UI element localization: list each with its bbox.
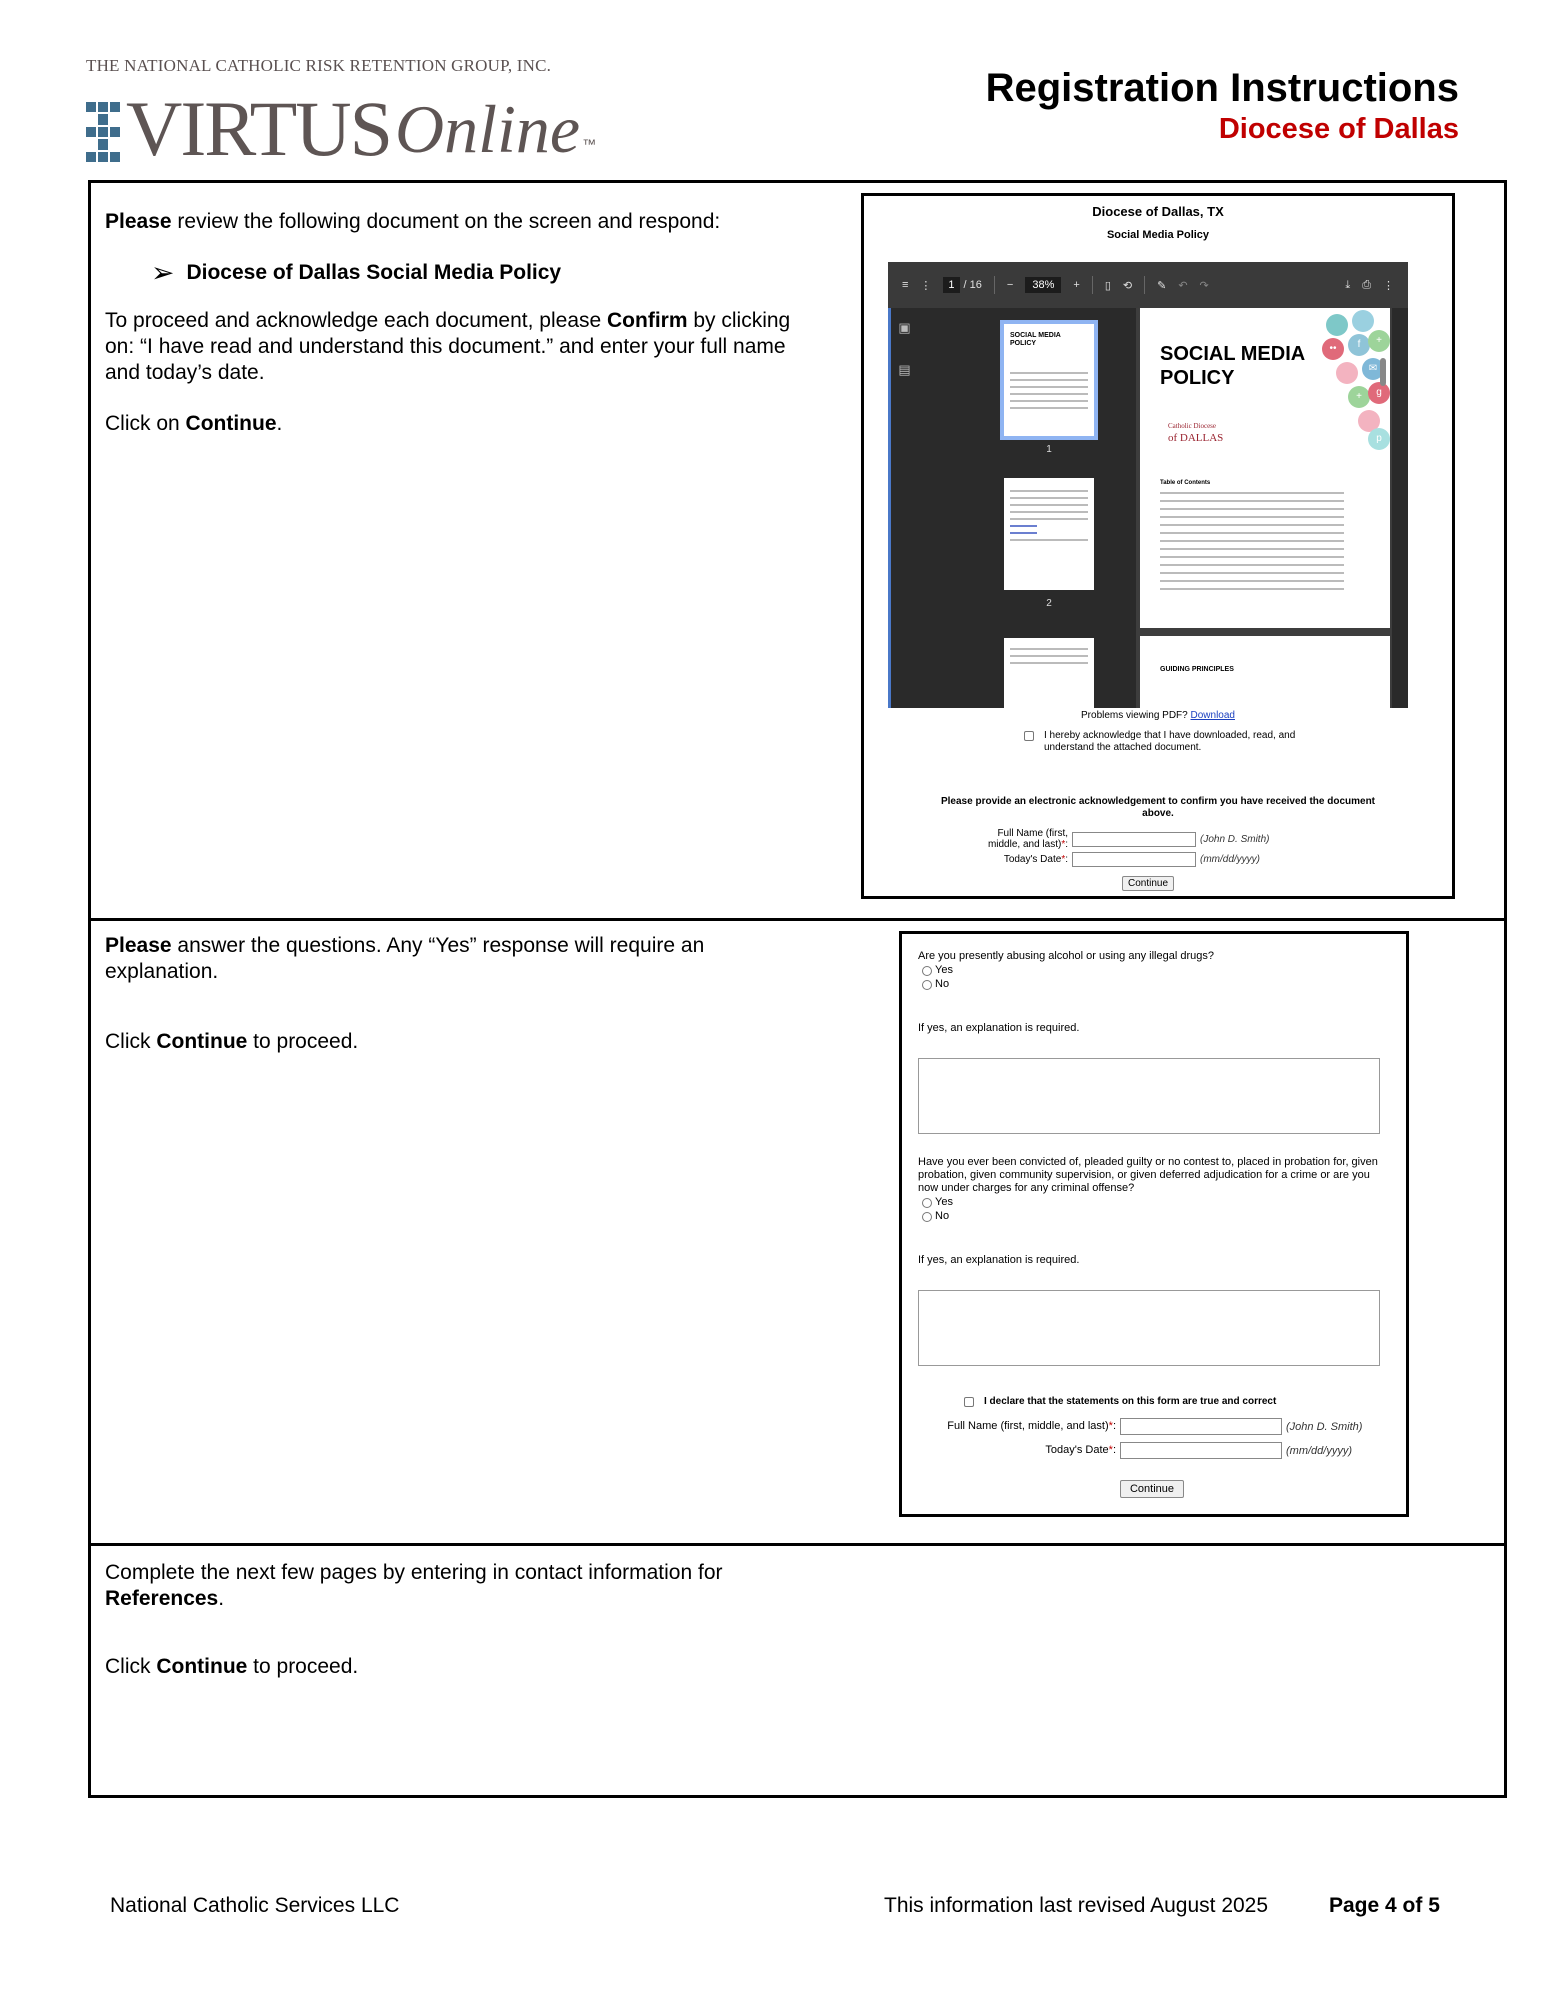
full-name-row: [974, 828, 1269, 850]
shot-subtitle: Social Media Policy: [1106, 229, 1210, 241]
to-proceed: to proceed.: [247, 1030, 359, 1053]
q2-yes-radio[interactable]: [922, 1198, 932, 1208]
full-name-label: [974, 828, 1068, 850]
doc-title-line1: SOCIAL MEDIA: [1160, 343, 1306, 365]
acknowledge-checkbox[interactable]: [1024, 731, 1034, 741]
click-continue-text: [105, 1029, 795, 1055]
date-hint: (mm/dd/yyyy): [1200, 854, 1260, 865]
diocese-logo: [1168, 420, 1223, 444]
logo-tagline: THE NATIONAL CATHOLIC RISK RETENTION GROUP, INC.: [86, 56, 552, 75]
references-bold: References: [105, 1587, 219, 1610]
logo-trademark: ™: [582, 136, 597, 152]
toc-heading: Table of Contents: [1160, 480, 1211, 486]
print-icon[interactable]: ⎙: [1362, 278, 1371, 291]
thumbnail-number: 2: [1046, 598, 1052, 609]
date-row: [922, 1442, 1352, 1459]
zoom-level[interactable]: 38%: [1025, 277, 1061, 293]
menu-icon[interactable]: ≡: [902, 279, 909, 291]
yes-label: Yes: [935, 964, 953, 976]
toolbar-divider: [1144, 276, 1145, 294]
required-mark: *: [1061, 854, 1066, 865]
q2-explanation-textarea[interactable]: [918, 1290, 1380, 1366]
page-number-input[interactable]: 1: [943, 277, 959, 293]
q2-yes-option[interactable]: [922, 1196, 1388, 1209]
complete-text: [105, 1560, 795, 1612]
q1-yes-radio[interactable]: [922, 966, 932, 976]
full-name-hint: (John D. Smith): [1286, 1420, 1363, 1433]
required-mark: *: [1108, 1420, 1113, 1432]
declare-checkbox[interactable]: [964, 1397, 974, 1407]
logo-online: Online: [395, 91, 581, 167]
no-label: No: [935, 978, 950, 990]
review-rest: review the following document on the screen and respond:: [171, 210, 721, 233]
confirm-bold: Confirm: [607, 309, 688, 332]
fit-page-icon[interactable]: ▯: [1104, 279, 1111, 292]
more-options-icon[interactable]: ⋮: [1383, 279, 1394, 292]
instructions-table: [88, 180, 1507, 1798]
row-questions: [91, 921, 1504, 1543]
virtus-logo: [86, 56, 646, 172]
policy-name: Diocese of Dallas Social Media Policy: [186, 261, 562, 284]
period: .: [218, 1587, 225, 1610]
provide-acknowledgement: Please provide an electronic acknowledgement to confirm you have received the document above.: [940, 796, 1376, 819]
full-name-input[interactable]: [1120, 1418, 1282, 1435]
date-label: [922, 1445, 1116, 1456]
row-references: [91, 1546, 1504, 1798]
click-continue-text: [105, 411, 795, 437]
undo-icon[interactable]: ↶: [1178, 279, 1188, 292]
no-label: No: [935, 1210, 950, 1222]
acknowledge-label: I hereby acknowledge that I have downloaded, read, and understand the attached document.: [1044, 730, 1296, 753]
question-1: [918, 950, 1388, 991]
please-bold: Please: [105, 210, 172, 233]
date-input[interactable]: [1072, 852, 1196, 867]
row-policy: [91, 183, 1504, 918]
page-subtitle: Diocese of Dallas: [1218, 113, 1459, 145]
period: .: [276, 412, 283, 435]
colon: :: [1065, 854, 1068, 865]
toolbar-divider: [1092, 276, 1093, 294]
declare-label: I declare that the statements on this form are true and correct: [984, 1396, 1277, 1407]
download-icon[interactable]: ⤓: [1345, 278, 1351, 291]
thumbnail-page-2[interactable]: [1004, 478, 1094, 590]
thumbnail-panel[interactable]: [918, 308, 1123, 708]
rotate-icon[interactable]: ⟲: [1122, 279, 1133, 292]
date-row: [974, 852, 1260, 867]
questions-instructions: [105, 933, 795, 1080]
explanation-note: If yes, an explanation is required.: [918, 1254, 1080, 1266]
zoom-out-icon[interactable]: −: [1006, 279, 1014, 291]
problems-viewing: [864, 710, 1452, 721]
date-hint: (mm/dd/yyyy): [1286, 1444, 1352, 1457]
document-page-2: [1140, 636, 1390, 716]
page-total: / 16: [963, 279, 982, 291]
continue-button[interactable]: Continue: [1120, 1480, 1184, 1498]
q1-no-option[interactable]: [922, 978, 1388, 991]
toolbar-divider: [994, 276, 995, 294]
download-link[interactable]: Download: [1190, 710, 1235, 721]
full-name-label-text: Full Name (first, middle, and last): [987, 828, 1068, 850]
redo-icon[interactable]: ↷: [1199, 279, 1209, 292]
full-name-hint: (John D. Smith): [1200, 833, 1270, 845]
document-scrollbar[interactable]: [1380, 358, 1386, 386]
please-bold: Please: [105, 934, 172, 957]
click-continue-text: [105, 1654, 795, 1680]
page-header: [986, 66, 1459, 146]
date-label: [974, 854, 1068, 865]
question-1-text: Are you presently abusing alcohol or using any illegal drugs?: [918, 950, 1214, 962]
click: Click: [105, 1655, 157, 1678]
arrow-bullet-icon: ➢: [151, 257, 175, 288]
declare-row[interactable]: [964, 1396, 1276, 1407]
full-name-row: [922, 1418, 1362, 1435]
continue-button[interactable]: Continue: [1122, 876, 1174, 891]
required-mark: *: [1061, 839, 1066, 850]
explanation-note: If yes, an explanation is required.: [918, 1022, 1080, 1034]
policy-bullet: [151, 257, 795, 288]
doc-title-line2: POLICY: [1160, 367, 1235, 389]
review-text: [105, 209, 795, 235]
full-name-label-text: Full Name (first, middle, and last): [947, 1420, 1109, 1432]
q1-explanation-textarea[interactable]: [918, 1058, 1380, 1134]
document-page-1: [1140, 308, 1390, 628]
proceed-text: [105, 308, 795, 386]
date-label-text: Today's Date: [1003, 854, 1062, 865]
page-title: Registration Instructions: [985, 66, 1459, 110]
date-label-text: Today's Date: [1045, 1444, 1109, 1456]
q2-no-radio[interactable]: [922, 1212, 932, 1222]
logo-line2: of DALLAS: [1168, 432, 1224, 444]
document-title: [1160, 342, 1305, 390]
references-instructions: [105, 1560, 795, 1705]
thumbnail-icon[interactable]: ▣: [898, 320, 911, 335]
logo-cross-icon: [86, 102, 120, 162]
to-proceed: to proceed.: [247, 1655, 359, 1678]
footer-page-number: Page 4 of 5: [1329, 1894, 1440, 1917]
thumbnail-number: 1: [1046, 444, 1052, 455]
document-view[interactable]: [1136, 308, 1392, 708]
yes-label: Yes: [935, 1196, 953, 1208]
acknowledge-row[interactable]: [1024, 730, 1324, 754]
complete-rest: Complete the next few pages by entering in contact information for: [105, 1561, 723, 1584]
date-input[interactable]: [1120, 1442, 1282, 1459]
question-2-text: Have you ever been convicted of, pleaded guilty or no contest to, placed in probation for, given probation, given community supervision, or given deferred adjudication for a crime or are you now under charges for any criminal offense?: [918, 1156, 1378, 1194]
q1-yes-option[interactable]: [922, 964, 1388, 977]
annotate-icon[interactable]: ✎: [1157, 279, 1167, 292]
outline-icon[interactable]: ⋮: [920, 279, 932, 292]
continue-bold: Continue: [156, 1030, 248, 1053]
policy-screenshot: [861, 193, 1455, 899]
pdf-toolbar: [888, 262, 1408, 308]
thumbnail-page-3[interactable]: [1004, 638, 1094, 708]
answer-rest: answer the questions. Any “Yes” response will require an explanation.: [105, 934, 705, 983]
problems-text: Problems viewing PDF?: [1081, 710, 1191, 721]
q2-no-option[interactable]: [922, 1210, 1388, 1223]
proceed-b: by clicking on: “I have read and understand this document.” and enter your full name and today’s date.: [105, 309, 791, 384]
colon: :: [1065, 839, 1068, 850]
full-name-input[interactable]: [1072, 832, 1196, 847]
logo-virtus: VIRTUS: [126, 85, 391, 172]
page2-heading: GUIDING PRINCIPLES: [1160, 666, 1234, 673]
social-icons-graphic: •• f + ✉ + g p: [1322, 310, 1388, 450]
zoom-in-icon[interactable]: +: [1073, 279, 1080, 291]
question-2: [918, 1156, 1388, 1223]
outline-view-icon[interactable]: ▤: [898, 362, 911, 377]
policy-instructions: [105, 209, 795, 462]
thumb-title: SOCIAL MEDIA POLICY: [1010, 332, 1061, 347]
table-of-contents: [1160, 492, 1344, 596]
required-mark: *: [1108, 1444, 1113, 1456]
continue-bold: Continue: [156, 1655, 248, 1678]
thumbnail-page-1[interactable]: [1004, 324, 1094, 436]
questions-screenshot: [899, 931, 1409, 1517]
colon: :: [1112, 1420, 1116, 1432]
footer-revised: This information last revised August 2025: [884, 1894, 1269, 1917]
full-name-label: [922, 1421, 1116, 1432]
continue-bold: Continue: [185, 412, 277, 435]
pdf-viewer[interactable]: [888, 262, 1408, 708]
footer-company: National Catholic Services LLC: [110, 1894, 400, 1917]
logo-line1: Catholic Diocese: [1168, 422, 1217, 430]
click: Click: [105, 1030, 157, 1053]
proceed-a: To proceed and acknowledge each document, please: [105, 309, 608, 332]
viewer-sidebar: [888, 308, 918, 708]
answer-text: [105, 933, 795, 985]
click-on: Click on: [105, 412, 186, 435]
q1-no-radio[interactable]: [922, 980, 932, 990]
colon: :: [1112, 1444, 1116, 1456]
shot-title: Diocese of Dallas, TX: [1092, 204, 1224, 219]
